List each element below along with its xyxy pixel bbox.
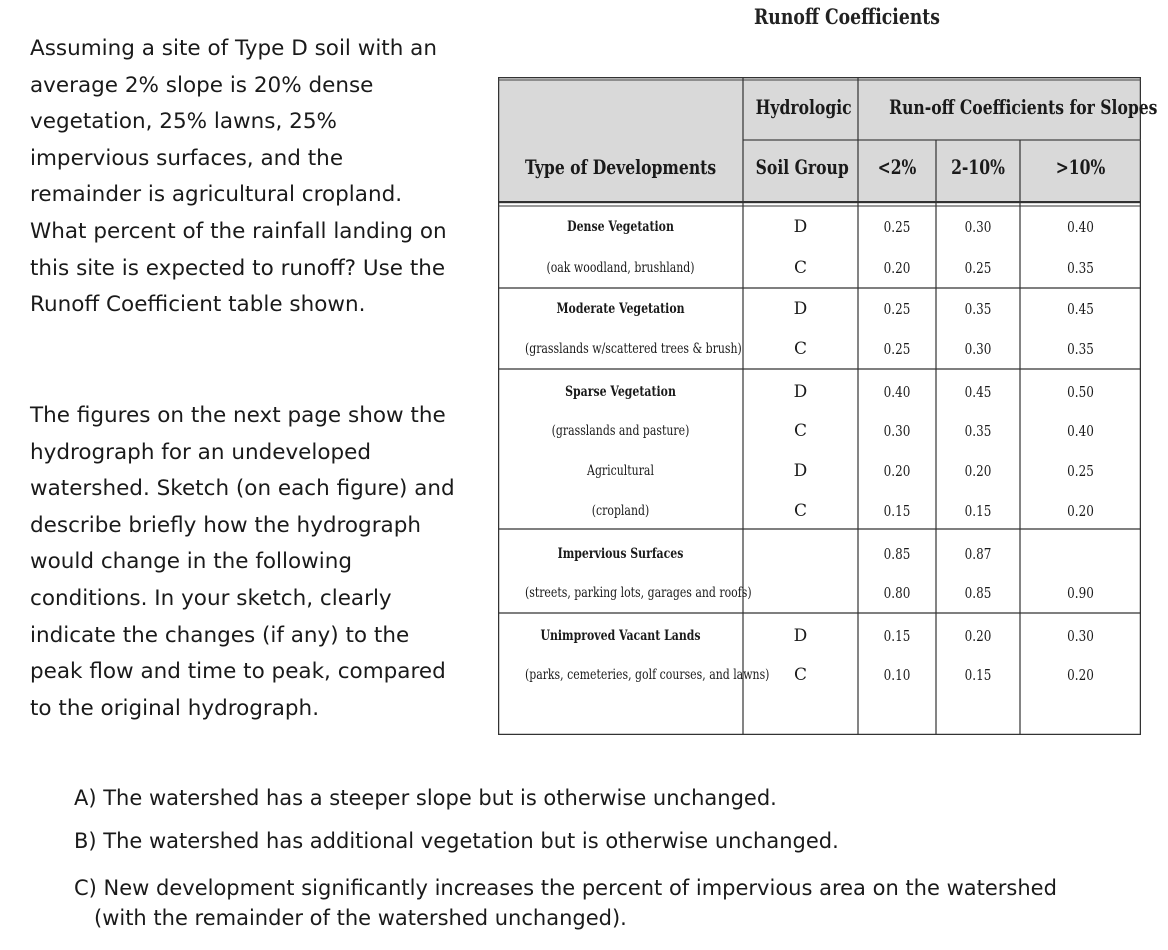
cell-c2: 0.45 [964,383,992,401]
cell-soil: D [793,217,808,237]
cell-soil [743,543,858,565]
runoff-coefficient-table [498,77,1158,735]
cell-type: Moderate Vegetation [556,301,685,317]
cell-c3: 0.20 [1067,502,1094,520]
cell-type: Impervious Surfaces [557,546,684,562]
table-title: Runoff Coefficients [754,4,940,29]
cell-c1: 0.30 [883,422,911,440]
header-hydrologic: Hydrologic [755,95,852,119]
cell-c1: 0.85 [883,545,911,563]
cell-type: (parks, cemeteries, golf courses, and lawns) [524,667,770,683]
cell-c2: 0.30 [964,340,992,358]
cell-c2: 0.30 [964,218,992,236]
header-slope-lt2: <2% [877,155,917,179]
header-runoff-slopes: Run-off Coefficients for Slopes [889,95,1158,119]
cell-c2: 0.35 [964,300,992,318]
cell-c1: 0.15 [883,502,911,520]
cell-c3: 0.40 [1067,422,1094,440]
cell-c3: 0.35 [1067,340,1094,358]
cell-soil: C [793,339,807,359]
cell-c3: 0.30 [1067,627,1094,645]
cell-soil: D [793,626,808,646]
cell-soil: C [793,258,807,278]
cell-c2: 0.35 [964,422,992,440]
cell-c1: 0.25 [883,300,911,318]
part-c-line1: C) New development significantly increases the percent of impervious area on the watershed [74,876,1057,900]
cell-type: Agricultural [587,463,654,479]
cell-c3 [1032,543,1129,565]
cell-c3: 0.40 [1067,218,1094,236]
header-soil-group: Soil Group [755,155,849,179]
cell-c1: 0.20 [883,462,911,480]
cell-soil [743,582,858,604]
cell-c2: 0.25 [964,259,992,277]
cell-c1: 0.20 [883,259,911,277]
cell-type: (cropland) [591,503,650,519]
cell-type: Dense Vegetation [567,219,674,235]
cell-soil: C [793,665,807,685]
cell-c3: 0.50 [1067,383,1094,401]
part-c-line2: (with the remainder of the watershed unchanged). [94,906,627,930]
cell-c1: 0.25 [883,218,911,236]
header-slope-gt10: >10% [1055,155,1106,179]
cell-soil: C [793,501,807,521]
cell-soil: D [793,299,808,319]
cell-c1: 0.40 [883,383,911,401]
cell-c3: 0.20 [1067,666,1094,684]
cell-type: (oak woodland, brushland) [546,260,695,276]
cell-c2: 0.85 [964,584,992,602]
header-slope-2-10: 2-10% [951,155,1005,179]
cell-c3: 0.25 [1067,462,1094,480]
cell-c1: 0.10 [883,666,911,684]
part-a: A) The watershed has a steeper slope but is otherwise unchanged. [74,786,777,810]
cell-type: (grasslands w/scattered trees & brush) [524,341,742,357]
cell-c3: 0.45 [1067,300,1094,318]
cell-type: Sparse Vegetation [565,384,676,400]
part-c [74,873,1057,933]
cell-c2: 0.20 [964,462,992,480]
cell-c2: 0.15 [964,666,992,684]
question-intro: Assuming a site of Type D soil with an average 2% slope is 20% dense vegetation, 25% lawns, 25% impervious surfaces, and the remainder is agricultural cropland. What percent of the rainfall landing on this site is expected to runoff? Use the Runoff Coefficient table shown. [30,36,447,318]
cell-soil: D [793,382,808,402]
header-type: Type of Developments [524,155,717,179]
cell-soil: D [793,461,808,481]
cell-c2: 0.20 [964,627,992,645]
question-figures: The figures on the next page show the hydrograph for an undeveloped watershed. Sketch (on each figure) and describe briefly how the hydrograph would change in the following conditions. In your sketch, clearly indicate the changes (if any) to the peak flow and time to peak, compared to the original hydrograph. [30,403,455,721]
cell-type: Unimproved Vacant Lands [540,628,701,644]
cell-type: (streets, parking lots, garages and roofs) [524,585,752,601]
cell-c1: 0.15 [883,627,911,645]
cell-c2: 0.15 [964,502,992,520]
cell-soil: C [793,421,807,441]
cell-c3: 0.90 [1067,584,1094,602]
cell-c2: 0.87 [964,545,992,563]
cell-c1: 0.25 [883,340,911,358]
part-b: B) The watershed has additional vegetation but is otherwise unchanged. [74,829,839,853]
cell-type: (grasslands and pasture) [551,423,690,439]
cell-c3: 0.35 [1067,259,1094,277]
cell-c1: 0.80 [883,584,911,602]
